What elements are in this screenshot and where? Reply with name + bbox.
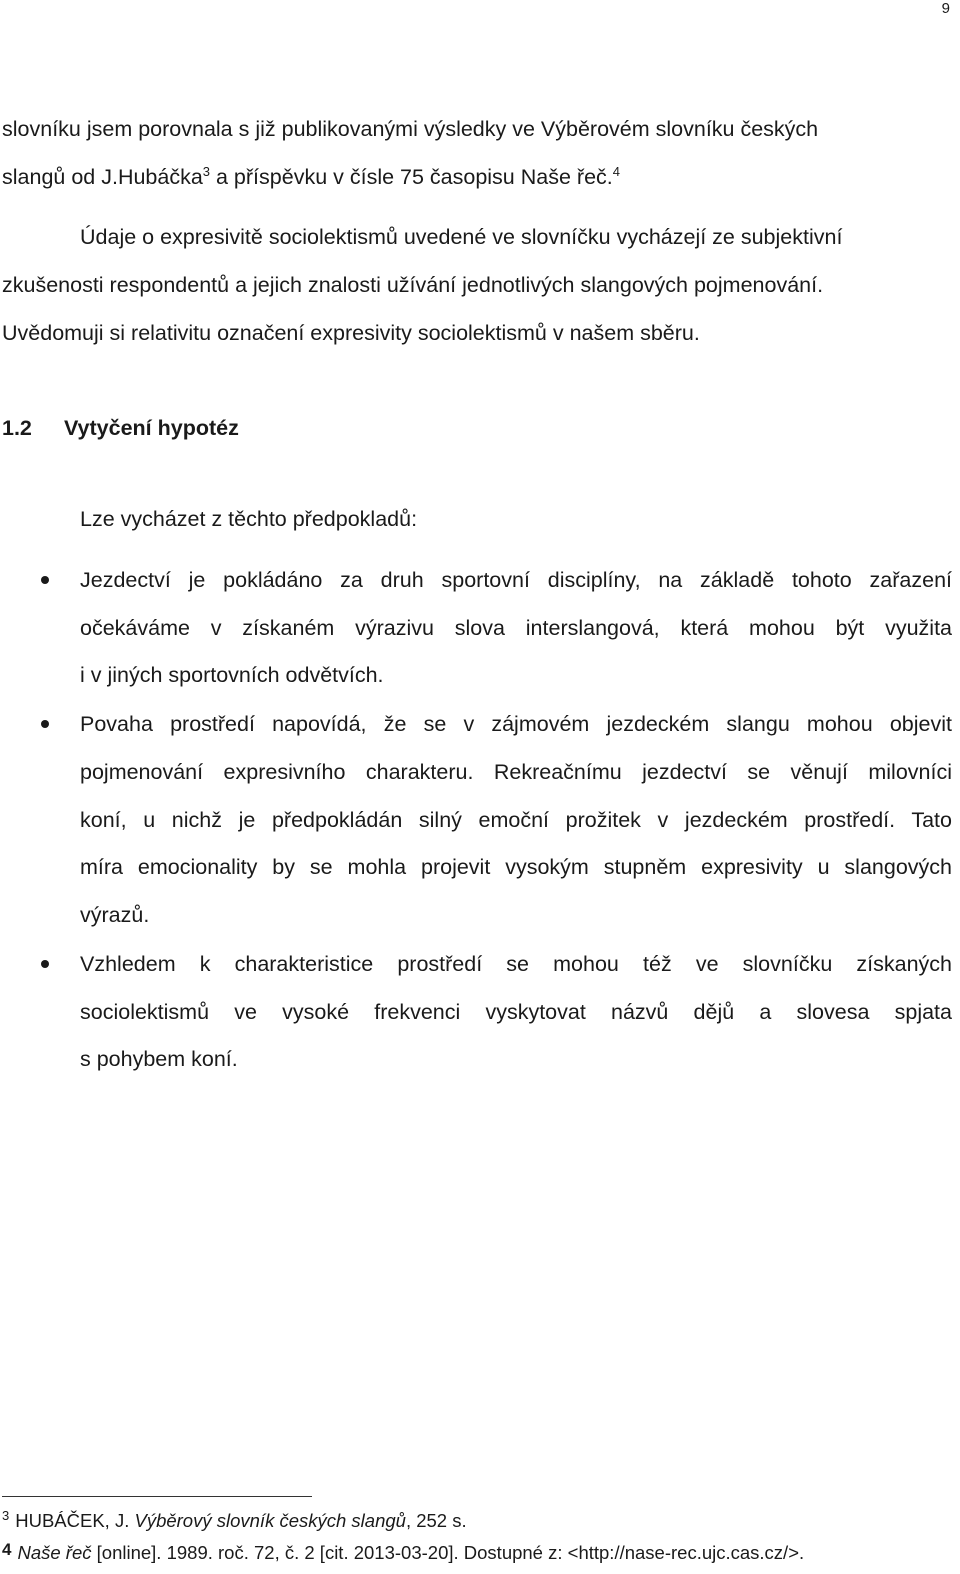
footnote-4-mark: 4 — [2, 1540, 12, 1559]
intro-line-2-text-b: a příspěvku v čísle 75 časopisu Naše řeč. — [210, 165, 613, 189]
section-number: 1.2 — [2, 416, 32, 440]
bullet-3-line-1: Vzhledem k charakteristice prostředí se mohou též ve slovníčku získaných — [80, 952, 952, 976]
paragraph-line-2: zkušenosti respondentů a jejich znalosti užívání jednotlivých slangových pojmenování. — [2, 273, 824, 297]
footnote-separator — [2, 1496, 312, 1497]
bullet-2-line-1: Povaha prostředí napovídá, že se v zájmovém jezdeckém slangu mohou objevit — [80, 712, 952, 736]
bullet-1-line-3: i v jiných sportovních odvětvích. — [80, 663, 384, 687]
bullet-1-line-1: Jezdectví je pokládáno za druh sportovní disciplíny, na základě tohoto zařazení — [80, 568, 952, 592]
paragraph-line-1: Údaje o expresivitě sociolektismů uvedené ve slovníčku vycházejí ze subjektivní — [80, 225, 843, 249]
section-lead: Lze vycházet z těchto předpokladů: — [80, 507, 418, 531]
bullet-2-line-3: koní, u nichž je předpokládán silný emoční prožitek v jezdeckém prostředí. Tato — [80, 808, 952, 832]
page-number: 9 — [941, 0, 950, 17]
footnote-ref-3[interactable]: 3 — [202, 163, 211, 179]
bullet-dot-1 — [41, 576, 49, 584]
footnote-ref-4[interactable]: 4 — [612, 163, 620, 179]
bullet-2-line-2: pojmenování expresivního charakteru. Rekreačnímu jezdectví se věnují milovníci — [80, 760, 952, 784]
footnote-4-title: Naše řeč — [17, 1542, 92, 1563]
footnote-4 — [2, 1542, 804, 1564]
bullet-1-line-2: očekáváme v získaném výrazivu slova interslangová, která mohou být využita — [80, 616, 952, 640]
intro-line-2-text: slangů od J.Hubáčka — [2, 165, 203, 189]
bullet-dot-2 — [41, 720, 49, 728]
footnote-3-mark: 3 — [2, 1507, 10, 1523]
bullet-dot-3 — [41, 960, 49, 968]
bullet-3-line-2: sociolektismů ve vysoké frekvenci vyskytovat názvů dějů a slovesa spjata — [80, 1000, 952, 1024]
footnote-4-rest[interactable]: [online]. 1989. roč. 72, č. 2 [cit. 2013-03-20]. Dostupné z: <http://nase-rec.ujc.cas.cz/>. — [91, 1542, 805, 1563]
intro-line-2 — [2, 163, 620, 191]
footnote-3-author: HUBÁČEK, J. — [15, 1510, 135, 1531]
footnote-3 — [2, 1507, 467, 1532]
bullet-2-line-4: míra emocionality by se mohla projevit vysokým stupněm expresivity u slangových — [80, 855, 952, 879]
paragraph-line-3: Uvědomuji si relativitu označení expresivity sociolektismů v našem sběru. — [2, 321, 700, 345]
bullet-2-line-5: výrazů. — [80, 903, 150, 927]
footnote-3-rest: , 252 s. — [405, 1510, 467, 1531]
section-title: Vytyčení hypotéz — [64, 416, 239, 440]
footnote-3-title: Výběrový slovník českých slangů — [134, 1510, 406, 1531]
intro-line-1: slovníku jsem porovnala s již publikovanými výsledky ve Výběrovém slovníku českých — [2, 117, 819, 141]
bullet-3-line-3: s pohybem koní. — [80, 1047, 238, 1071]
section-heading — [2, 414, 239, 442]
